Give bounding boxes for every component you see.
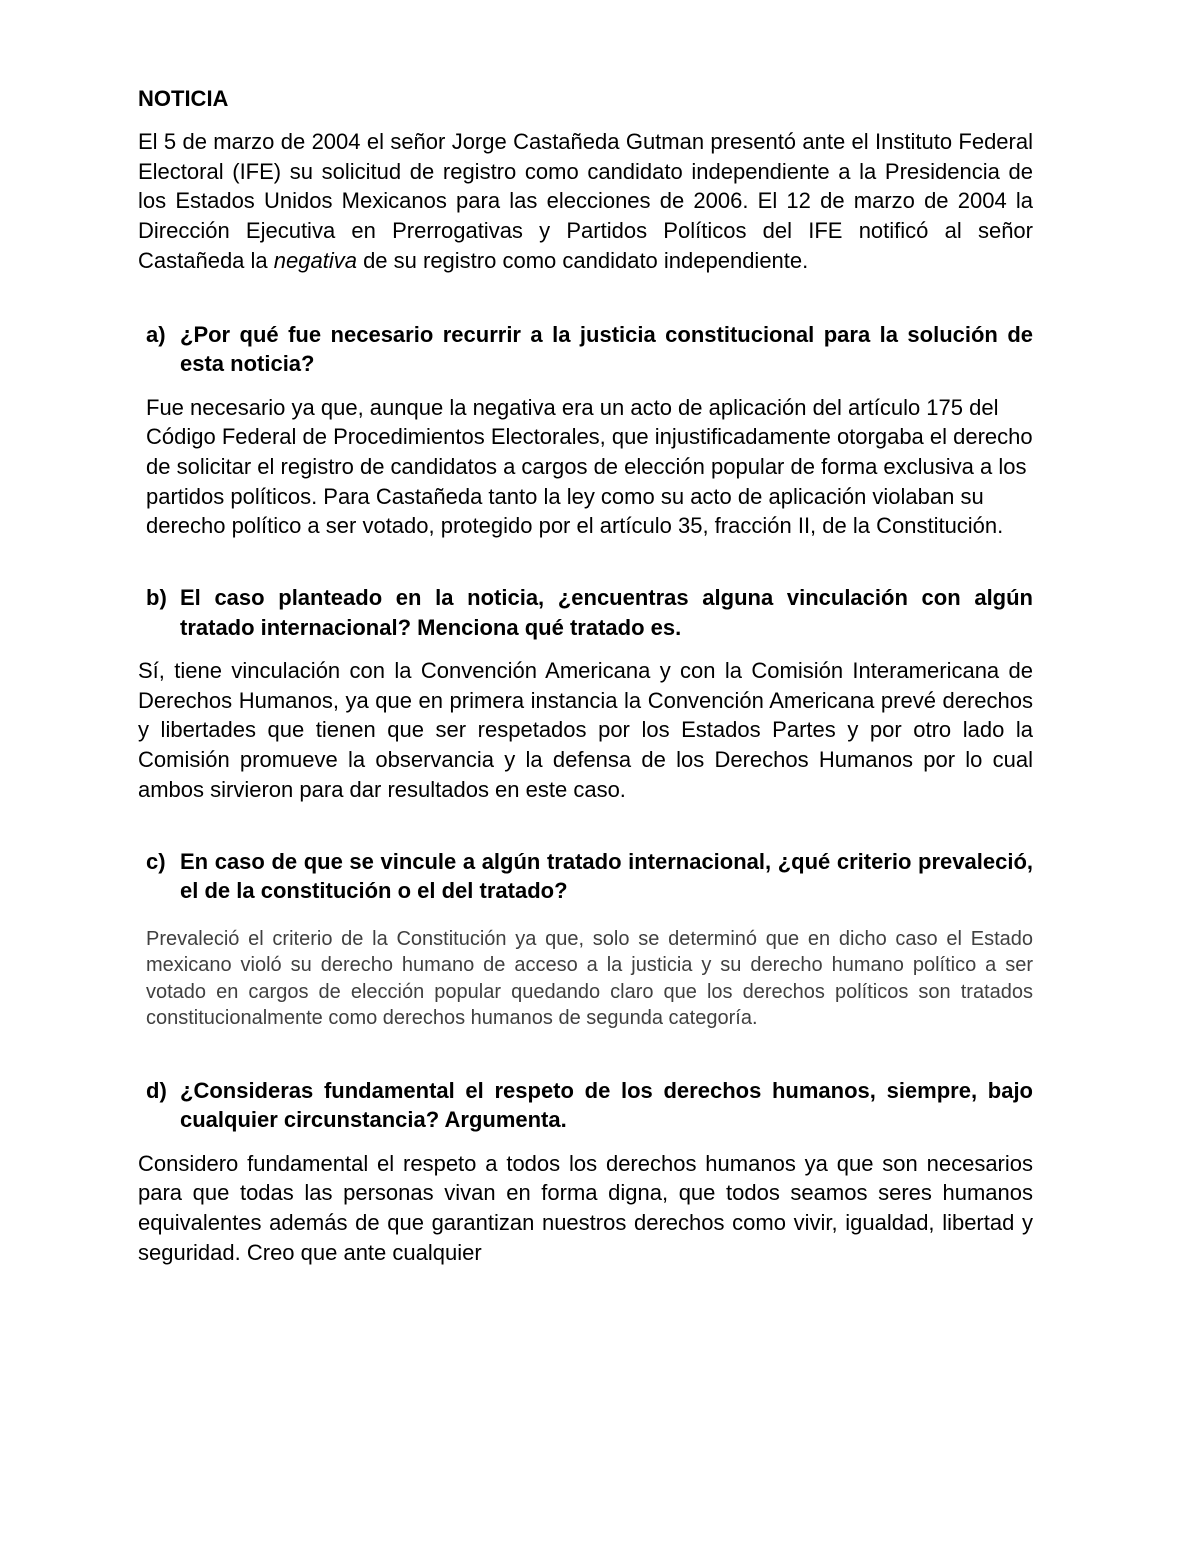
question-b-marker: b) [146, 585, 167, 611]
answer-c: Prevaleció el criterio de la Constitución ya que, solo se determinó que en dicho caso el Estado mexicano violó su derecho humano de acceso a la justicia y su derecho humano político a ser votado en cargos de elección popular quedando claro que los derechos políticos son tratados constitucionalmente como derechos humanos de segunda categoría. [146, 927, 1033, 1030]
intro-emphasis: negativa [273, 247, 357, 273]
document-page [138, 84, 1033, 1267]
question-c-marker: c) [146, 848, 166, 874]
document-title: NOTICIA [138, 86, 229, 111]
question-b [138, 583, 1033, 642]
question-c [138, 847, 1033, 906]
answer-d: Considero fundamental el respeto a todos los derechos humanos ya que son necesarios para que todas las personas vivan en forma digna, que todos seamos seres humanos equivalentes además de que garantizan nuestros derechos como vivir, igualdad, libertad y seguridad. Creo que ante cualquier [138, 1150, 1033, 1265]
question-a-text: ¿Por qué fue necesario recurrir a la justicia constitucional para la solución de esta noticia? [180, 321, 1033, 377]
question-d [138, 1076, 1033, 1135]
question-d-marker: d) [146, 1077, 167, 1103]
question-c-text: En caso de que se vincule a algún tratado internacional, ¿qué criterio prevaleció, el de la constitución o el del tratado? [180, 848, 1033, 904]
intro-paragraph [138, 127, 1033, 276]
question-d-text: ¿Consideras fundamental el respeto de los derechos humanos, siempre, bajo cualquier circunstancia? Argumenta. [180, 1077, 1033, 1133]
answer-a: Fue necesario ya que, aunque la negativa era un acto de aplicación del artículo 175 del Código Federal de Procedimientos Electorales, que injustificadamente otorgaba el derecho de solicitar el registro de candidatos a cargos de elección popular de forma exclusiva a los partidos políticos. Para Castañeda tanto la ley como su acto de aplicación violaban su derecho político a ser votado, protegido por el artículo 35, fracción II, de la Constitución. [146, 394, 1033, 539]
intro-text-end: de su registro como candidato independiente. [356, 247, 809, 273]
intro-text: El 5 de marzo de 2004 el señor Jorge Castañeda Gutman presentó ante el Instituto Federal Electoral (IFE) su solicitud de registro como candidato independiente a la Presidencia de los Estados Unidos Mexicanos para las elecciones de 2006. El 12 de marzo de 2004 la Dirección Ejecutiva en Prerrogativas y Partidos Políticos del IFE notificó al señor Castañeda la [138, 129, 1033, 273]
question-a [138, 320, 1033, 379]
question-b-text: El caso planteado en la noticia, ¿encuentras alguna vinculación con algún tratado internacional? Menciona qué tratado es. [180, 585, 1033, 640]
answer-b: Sí, tiene vinculación con la Convención Americana y con la Comisión Interamericana de Derechos Humanos, ya que en primera instancia la Convención Americana prevé derechos y libertades que tienen que ser respetados por los Estados Partes y por otro lado la Comisión promueve la observancia y la defensa de los Derechos Humanos por lo cual ambos sirvieron para dar resultados en este caso. [138, 658, 1033, 802]
question-a-marker: a) [146, 321, 166, 347]
